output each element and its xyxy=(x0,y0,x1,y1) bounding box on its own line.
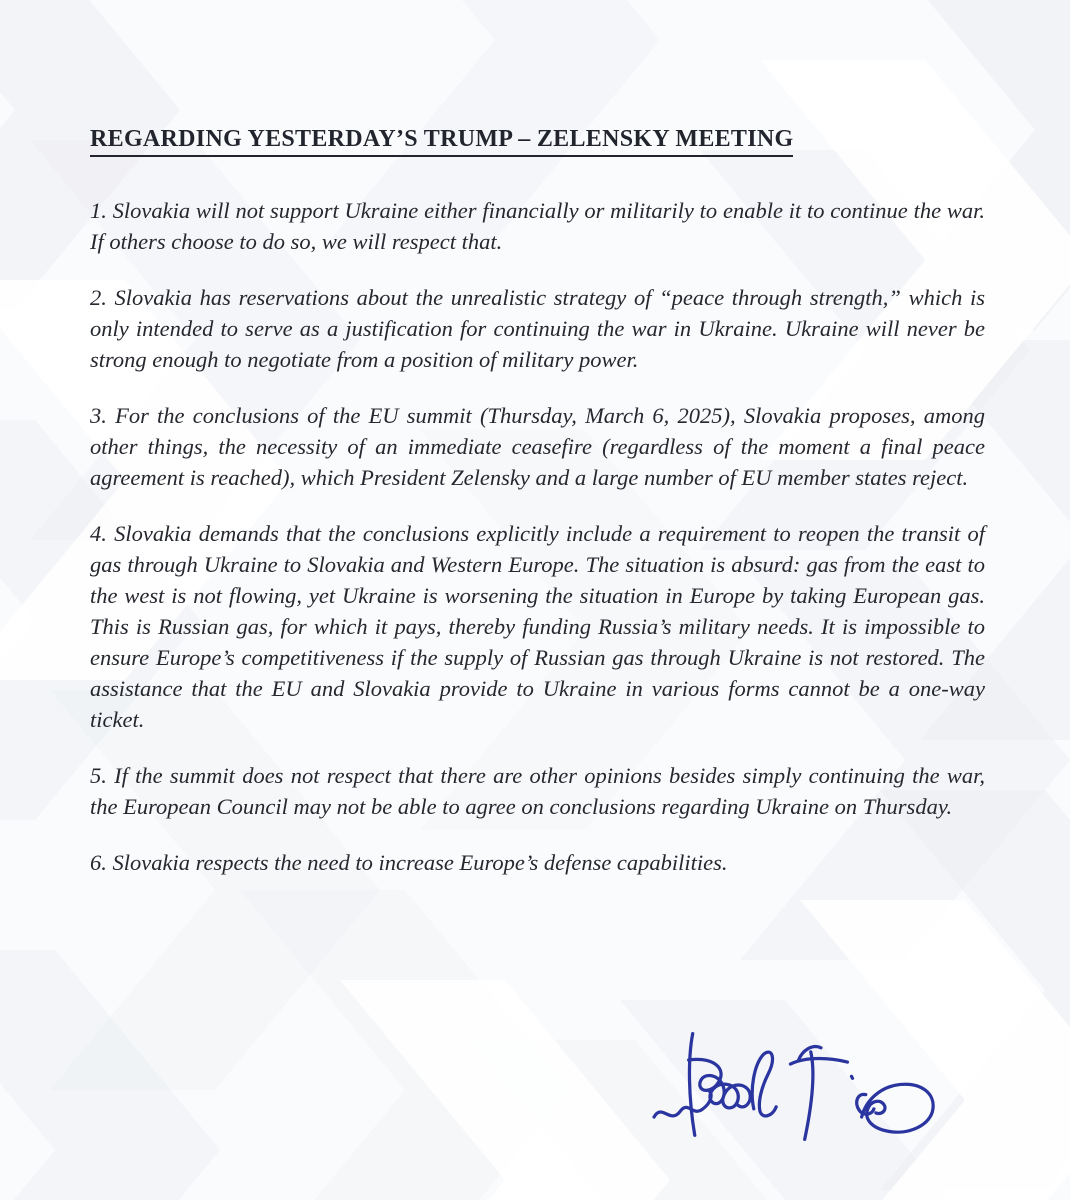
document-title xyxy=(90,126,985,153)
paragraph-2: 2. Slovakia has reservations about the unrealistic strategy of “peace through strength,” which is only intended to serve as a justification for continuing the war in Ukraine. Ukraine will never be strong enough to negotiate from a position of military power. xyxy=(90,285,985,372)
document-title-text: REGARDING YESTERDAY’S TRUMP – ZELENSKY MEETING xyxy=(90,126,793,157)
paragraph-3: 3. For the conclusions of the EU summit (Thursday, March 6, 2025), Slovakia proposes, among other things, the necessity of an immediate ceasefire (regardless of the moment a final peace agreement is reached), which President Zelensky and a large number of EU member states reject. xyxy=(90,403,985,490)
paragraph-6: 6. Slovakia respects the need to increase Europe’s defense capabilities. xyxy=(90,850,728,875)
signature xyxy=(652,1028,937,1148)
signature-scribble xyxy=(652,1028,937,1148)
paragraph-1: 1. Slovakia will not support Ukraine either financially or militarily to enable it to continue the war. If others choose to do so, we will respect that. xyxy=(90,198,985,254)
paragraph-5: 5. If the summit does not respect that there are other opinions besides simply continuing the war, the European Council may not be able to agree on conclusions regarding Ukraine on Thursday. xyxy=(90,763,985,819)
paragraph-4: 4. Slovakia demands that the conclusions explicitly include a requirement to reopen the transit of gas through Ukraine to Slovakia and Western Europe. The situation is absurd: gas from the east to the west is not flowing, yet Ukraine is worsening the situation in Europe by taking European gas. This is Russian gas, for which it pays, thereby funding Russia’s military needs. It is impossible to ensure Europe’s competitiveness if the supply of Russian gas through Ukraine is not restored. The assistance that the EU and Slovakia provide to Ukraine in various forms cannot be a one-way ticket. xyxy=(90,521,985,732)
